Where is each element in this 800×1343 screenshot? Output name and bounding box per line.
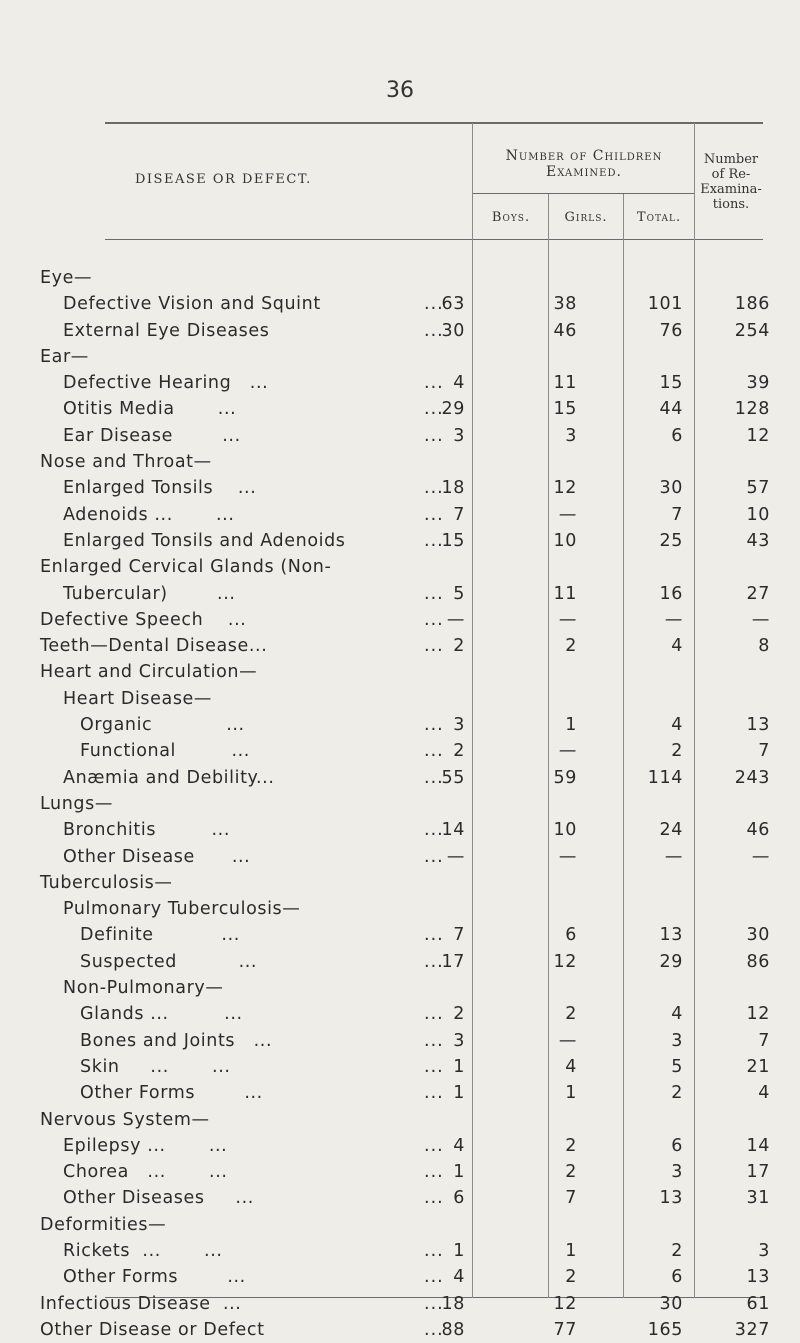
cell-reexam: 7 bbox=[758, 741, 770, 762]
cell-girls: 11 bbox=[553, 583, 577, 604]
header-reexam-line2: of Re- bbox=[711, 167, 751, 182]
cell-reexam: 17 bbox=[746, 1162, 770, 1183]
table-row bbox=[0, 1080, 800, 1106]
header-reexam bbox=[696, 152, 766, 212]
row-label: Bronchitis ... bbox=[63, 820, 230, 841]
cell-girls: 2 bbox=[565, 1267, 577, 1288]
row-label: Heart Disease— bbox=[63, 688, 212, 709]
table-row bbox=[0, 528, 800, 554]
table-row bbox=[0, 765, 800, 791]
cell-boys: 30 bbox=[441, 320, 465, 341]
cell-reexam: 7 bbox=[758, 1030, 770, 1051]
cell-boys: 4 bbox=[453, 373, 465, 394]
row-label: Glands ... ... bbox=[80, 1004, 243, 1025]
cell-reexam: 31 bbox=[746, 1188, 770, 1209]
cell-girls: 6 bbox=[565, 925, 577, 946]
table-row bbox=[0, 370, 800, 396]
table-row bbox=[0, 475, 800, 501]
cell-girls: 1 bbox=[565, 1240, 577, 1261]
table-body bbox=[0, 265, 800, 1343]
cell-girls: 46 bbox=[553, 320, 577, 341]
cell-girls: — bbox=[558, 741, 577, 762]
table-row bbox=[0, 396, 800, 422]
cell-reexam: 43 bbox=[746, 530, 770, 551]
table-row bbox=[0, 870, 800, 896]
row-leader-dots: ... bbox=[424, 609, 444, 630]
cell-girls: 1 bbox=[565, 1083, 577, 1104]
cell-reexam: 27 bbox=[746, 583, 770, 604]
row-leader-dots: ... bbox=[424, 1240, 444, 1261]
cell-girls: — bbox=[558, 846, 577, 867]
table-row bbox=[0, 423, 800, 449]
cell-girls: 59 bbox=[553, 767, 577, 788]
cell-total: 44 bbox=[659, 399, 683, 420]
header-reexam-line1: Number bbox=[703, 152, 759, 167]
table-row bbox=[0, 1317, 800, 1343]
table-row bbox=[0, 686, 800, 712]
cell-total: 114 bbox=[647, 767, 683, 788]
cell-girls: 15 bbox=[553, 399, 577, 420]
row-leader-dots: ... bbox=[424, 1188, 444, 1209]
header-bottom-rule bbox=[105, 239, 763, 240]
row-leader-dots: ... bbox=[424, 1267, 444, 1288]
table-row bbox=[0, 318, 800, 344]
row-leader-dots: ... bbox=[424, 530, 444, 551]
table-row bbox=[0, 1001, 800, 1027]
cell-reexam: — bbox=[751, 609, 770, 630]
header-reexam-line4: tions. bbox=[712, 197, 750, 212]
row-label: Other Forms ... bbox=[63, 1267, 246, 1288]
cell-total: — bbox=[664, 609, 683, 630]
cell-reexam: 186 bbox=[734, 294, 770, 315]
cell-reexam: 8 bbox=[758, 636, 770, 657]
row-label: Enlarged Tonsils and Adenoids bbox=[63, 530, 346, 551]
row-label: Tubercular) ... bbox=[63, 583, 236, 604]
table-row bbox=[0, 738, 800, 764]
row-leader-dots: ... bbox=[424, 320, 444, 341]
row-label: Anæmia and Debility... bbox=[63, 767, 275, 788]
cell-boys: 1 bbox=[453, 1083, 465, 1104]
table-row bbox=[0, 791, 800, 817]
cell-boys: 2 bbox=[453, 741, 465, 762]
cell-boys: 17 bbox=[441, 951, 465, 972]
row-leader-dots: ... bbox=[424, 636, 444, 657]
cell-girls: 3 bbox=[565, 425, 577, 446]
row-label: Bones and Joints ... bbox=[80, 1030, 273, 1051]
cell-total: 7 bbox=[671, 504, 683, 525]
row-leader-dots: ... bbox=[424, 1293, 444, 1314]
row-label: Other Disease ... bbox=[63, 846, 251, 867]
row-label: Defective Hearing ... bbox=[63, 373, 269, 394]
row-label: Adenoids ... ... bbox=[63, 504, 235, 525]
cell-total: 4 bbox=[671, 636, 683, 657]
row-label: Rickets ... ... bbox=[63, 1240, 223, 1261]
row-label: Functional ... bbox=[80, 741, 250, 762]
row-leader-dots: ... bbox=[424, 767, 444, 788]
header-girls: Girls. bbox=[564, 210, 608, 225]
cell-total: 15 bbox=[659, 373, 683, 394]
cell-girls: 77 bbox=[553, 1319, 577, 1340]
cell-girls: 2 bbox=[565, 1162, 577, 1183]
table-row bbox=[0, 581, 800, 607]
cell-girls: — bbox=[558, 1030, 577, 1051]
row-label: Ear Disease ... bbox=[63, 425, 241, 446]
cell-total: 5 bbox=[671, 1056, 683, 1077]
cell-boys: 1 bbox=[453, 1240, 465, 1261]
cell-reexam: 4 bbox=[758, 1083, 770, 1104]
cell-girls: 2 bbox=[565, 636, 577, 657]
cell-total: 30 bbox=[659, 478, 683, 499]
cell-boys: 63 bbox=[441, 294, 465, 315]
cell-total: 2 bbox=[671, 1240, 683, 1261]
row-label: Suspected ... bbox=[80, 951, 258, 972]
row-leader-dots: ... bbox=[424, 399, 444, 420]
cell-total: 101 bbox=[647, 294, 683, 315]
table-row bbox=[0, 1107, 800, 1133]
row-label: Infectious Disease ... bbox=[40, 1293, 242, 1314]
cell-reexam: 13 bbox=[746, 715, 770, 736]
table-row bbox=[0, 817, 800, 843]
row-leader-dots: ... bbox=[424, 925, 444, 946]
table-row bbox=[0, 1054, 800, 1080]
cell-total: 30 bbox=[659, 1293, 683, 1314]
cell-girls: 12 bbox=[553, 951, 577, 972]
header-mid-rule bbox=[472, 193, 694, 194]
cell-reexam: 39 bbox=[746, 373, 770, 394]
row-leader-dots: ... bbox=[424, 820, 444, 841]
cell-total: 16 bbox=[659, 583, 683, 604]
cell-total: 29 bbox=[659, 951, 683, 972]
cell-total: 24 bbox=[659, 820, 683, 841]
cell-girls: 1 bbox=[565, 715, 577, 736]
row-label: Teeth—Dental Disease... bbox=[40, 636, 268, 657]
row-label: Chorea ... ... bbox=[63, 1162, 228, 1183]
row-label: Enlarged Cervical Glands (Non- bbox=[40, 557, 332, 578]
cell-total: 6 bbox=[671, 1135, 683, 1156]
table-row bbox=[0, 659, 800, 685]
cell-girls: — bbox=[558, 609, 577, 630]
cell-boys: 4 bbox=[453, 1267, 465, 1288]
row-leader-dots: ... bbox=[424, 294, 444, 315]
cell-total: 165 bbox=[647, 1319, 683, 1340]
cell-total: 2 bbox=[671, 741, 683, 762]
table-row bbox=[0, 502, 800, 528]
cell-reexam: 243 bbox=[734, 767, 770, 788]
row-leader-dots: ... bbox=[424, 583, 444, 604]
row-leader-dots: ... bbox=[424, 478, 444, 499]
row-leader-dots: ... bbox=[424, 425, 444, 446]
cell-boys: 55 bbox=[441, 767, 465, 788]
cell-boys: 6 bbox=[453, 1188, 465, 1209]
cell-girls: 38 bbox=[553, 294, 577, 315]
header-boys: Boys. bbox=[491, 210, 531, 225]
cell-reexam: 30 bbox=[746, 925, 770, 946]
cell-girls: 4 bbox=[565, 1056, 577, 1077]
cell-reexam: — bbox=[751, 846, 770, 867]
table-row bbox=[0, 712, 800, 738]
row-label: Organic ... bbox=[80, 715, 245, 736]
table-row bbox=[0, 1212, 800, 1238]
cell-boys: 14 bbox=[441, 820, 465, 841]
row-label: Defective Vision and Squint bbox=[63, 294, 321, 315]
cell-reexam: 10 bbox=[746, 504, 770, 525]
cell-boys: 1 bbox=[453, 1056, 465, 1077]
table-row bbox=[0, 554, 800, 580]
row-leader-dots: ... bbox=[424, 1030, 444, 1051]
row-label: Otitis Media ... bbox=[63, 399, 237, 420]
row-label: Defective Speech ... bbox=[40, 609, 247, 630]
cell-girls: 10 bbox=[553, 820, 577, 841]
row-leader-dots: ... bbox=[424, 1056, 444, 1077]
cell-reexam: 21 bbox=[746, 1056, 770, 1077]
cell-boys: 88 bbox=[441, 1319, 465, 1340]
cell-girls: 12 bbox=[553, 1293, 577, 1314]
cell-total: 4 bbox=[671, 1004, 683, 1025]
cell-total: 25 bbox=[659, 530, 683, 551]
header-examined-line2: Examined. bbox=[546, 164, 622, 180]
header-examined-line1: Number of Children bbox=[505, 148, 663, 164]
row-label: Pulmonary Tuberculosis— bbox=[63, 899, 301, 920]
row-leader-dots: ... bbox=[424, 951, 444, 972]
table-row bbox=[0, 1291, 800, 1317]
table-row bbox=[0, 922, 800, 948]
cell-boys: 3 bbox=[453, 425, 465, 446]
table-row bbox=[0, 607, 800, 633]
table-row bbox=[0, 265, 800, 291]
cell-girls: 10 bbox=[553, 530, 577, 551]
cell-total: 13 bbox=[659, 1188, 683, 1209]
cell-reexam: 61 bbox=[746, 1293, 770, 1314]
table-row bbox=[0, 975, 800, 1001]
cell-boys: 29 bbox=[441, 399, 465, 420]
row-label: Non-Pulmonary— bbox=[63, 978, 224, 999]
cell-boys: 15 bbox=[441, 530, 465, 551]
cell-reexam: 3 bbox=[758, 1240, 770, 1261]
cell-reexam: 254 bbox=[734, 320, 770, 341]
row-label: Epilepsy ... ... bbox=[63, 1135, 228, 1156]
row-label: Other Disease or Defect bbox=[40, 1319, 265, 1340]
cell-total: — bbox=[664, 846, 683, 867]
cell-girls: 11 bbox=[553, 373, 577, 394]
table-row bbox=[0, 344, 800, 370]
row-label: Enlarged Tonsils ... bbox=[63, 478, 257, 499]
cell-boys: 3 bbox=[453, 715, 465, 736]
row-leader-dots: ... bbox=[424, 846, 444, 867]
cell-girls: — bbox=[558, 504, 577, 525]
row-label: Definite ... bbox=[80, 925, 240, 946]
cell-boys: — bbox=[446, 609, 465, 630]
row-leader-dots: ... bbox=[424, 1004, 444, 1025]
cell-total: 13 bbox=[659, 925, 683, 946]
cell-boys: 4 bbox=[453, 1135, 465, 1156]
cell-total: 2 bbox=[671, 1083, 683, 1104]
cell-boys: 18 bbox=[441, 478, 465, 499]
row-label: Ear— bbox=[40, 346, 89, 367]
cell-girls: 7 bbox=[565, 1188, 577, 1209]
cell-girls: 2 bbox=[565, 1004, 577, 1025]
row-label: Skin ... ... bbox=[80, 1056, 231, 1077]
row-label: External Eye Diseases bbox=[63, 320, 270, 341]
cell-total: 4 bbox=[671, 715, 683, 736]
table-row bbox=[0, 1159, 800, 1185]
table-row bbox=[0, 291, 800, 317]
table-row bbox=[0, 1028, 800, 1054]
row-leader-dots: ... bbox=[424, 715, 444, 736]
table-row bbox=[0, 449, 800, 475]
table-row bbox=[0, 1264, 800, 1290]
cell-girls: 12 bbox=[553, 478, 577, 499]
cell-total: 3 bbox=[671, 1162, 683, 1183]
cell-reexam: 86 bbox=[746, 951, 770, 972]
cell-reexam: 46 bbox=[746, 820, 770, 841]
header-reexam-line3: Examina- bbox=[700, 182, 762, 197]
cell-total: 76 bbox=[659, 320, 683, 341]
table-row bbox=[0, 844, 800, 870]
row-leader-dots: ... bbox=[424, 373, 444, 394]
row-label: Nervous System— bbox=[40, 1109, 210, 1130]
row-leader-dots: ... bbox=[424, 1319, 444, 1340]
row-leader-dots: ... bbox=[424, 1135, 444, 1156]
header-examined bbox=[476, 148, 692, 180]
row-label: Nose and Throat— bbox=[40, 452, 212, 473]
cell-boys: 1 bbox=[453, 1162, 465, 1183]
header-disease: DISEASE OR DEFECT. bbox=[135, 172, 312, 187]
cell-reexam: 13 bbox=[746, 1267, 770, 1288]
row-label: Other Forms ... bbox=[80, 1083, 263, 1104]
row-label: Eye— bbox=[40, 268, 93, 288]
table-row bbox=[0, 633, 800, 659]
table-row bbox=[0, 1185, 800, 1211]
table-row bbox=[0, 1133, 800, 1159]
table-row bbox=[0, 949, 800, 975]
cell-boys: — bbox=[446, 846, 465, 867]
cell-reexam: 12 bbox=[746, 1004, 770, 1025]
cell-boys: 18 bbox=[441, 1293, 465, 1314]
row-label: Deformities— bbox=[40, 1214, 167, 1235]
row-leader-dots: ... bbox=[424, 1162, 444, 1183]
cell-total: 6 bbox=[671, 1267, 683, 1288]
page-number: 36 bbox=[386, 78, 414, 103]
cell-boys: 7 bbox=[453, 504, 465, 525]
cell-reexam: 327 bbox=[734, 1319, 770, 1340]
cell-boys: 2 bbox=[453, 636, 465, 657]
row-leader-dots: ... bbox=[424, 1083, 444, 1104]
header-total: Total. bbox=[636, 210, 682, 225]
cell-reexam: 14 bbox=[746, 1135, 770, 1156]
table-top-rule bbox=[105, 122, 763, 124]
cell-reexam: 57 bbox=[746, 478, 770, 499]
row-label: Heart and Circulation— bbox=[40, 662, 258, 683]
cell-reexam: 128 bbox=[734, 399, 770, 420]
row-label: Tuberculosis— bbox=[40, 872, 173, 893]
row-label: Lungs— bbox=[40, 793, 113, 814]
cell-total: 6 bbox=[671, 425, 683, 446]
cell-boys: 2 bbox=[453, 1004, 465, 1025]
table-row bbox=[0, 896, 800, 922]
table-row bbox=[0, 1238, 800, 1264]
row-leader-dots: ... bbox=[424, 741, 444, 762]
cell-boys: 3 bbox=[453, 1030, 465, 1051]
cell-boys: 7 bbox=[453, 925, 465, 946]
row-label: Other Diseases ... bbox=[63, 1188, 254, 1209]
cell-girls: 2 bbox=[565, 1135, 577, 1156]
cell-total: 3 bbox=[671, 1030, 683, 1051]
row-leader-dots: ... bbox=[424, 504, 444, 525]
cell-boys: 5 bbox=[453, 583, 465, 604]
cell-reexam: 12 bbox=[746, 425, 770, 446]
